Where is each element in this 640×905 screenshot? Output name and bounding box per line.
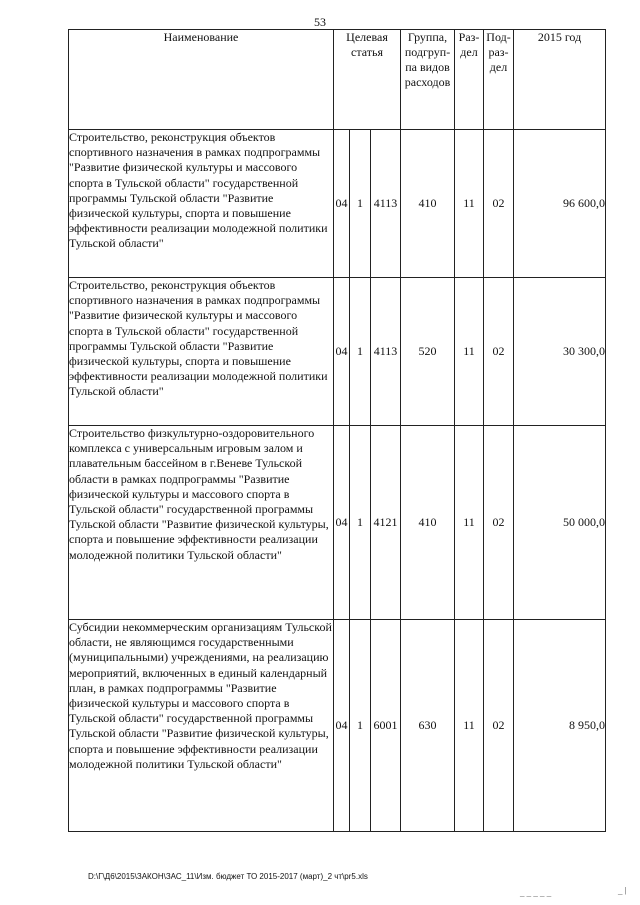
scan-mark: _ | [618, 886, 627, 895]
target-code-direction-cell: 4121 [371, 426, 401, 620]
subsection-cell: 02 [484, 620, 514, 832]
table-row [69, 278, 606, 426]
row-name-cell: Строительство, реконструкция объектов спортивного назначения в рамках подпрограммы "Развитие физической культуры и массового спорта в Тульской области" государственной программы Тульской области "Развитие физической культуры, спорта и повышение эффективности реализации молодежной политики Тульской области" [69, 278, 334, 426]
header-year-2015: 2015 год [514, 30, 606, 130]
target-code-subprogram-cell: 1 [350, 426, 371, 620]
row-name-cell: Субсидии некоммерческим организациям Тульской области, не являющимся государственными (муниципальными) учреждениями, на реализацию мероприятий, включенных в единый календарный план, в рамках подпрограммы "Развитие физической культуры и массового спорта в Тульской области" государственной программы Тульской области "Развитие физической культуры, спорта и повышение эффективности реализации молодежной политики Тульской области" [69, 620, 334, 832]
amount-cell: 50 000,0 [514, 426, 606, 620]
target-code-subprogram-cell: 1 [350, 130, 371, 278]
target-code-direction-cell: 4113 [371, 278, 401, 426]
section-cell: 11 [455, 278, 484, 426]
target-code-subprogram-cell: 1 [350, 620, 371, 832]
table-row [69, 426, 606, 620]
target-code-program-cell: 04 [334, 278, 350, 426]
amount-cell: 96 600,0 [514, 130, 606, 278]
target-code-program-cell: 04 [334, 426, 350, 620]
target-code-program-cell: 04 [334, 130, 350, 278]
expense-group-cell: 410 [401, 426, 455, 620]
amount-cell: 8 950,0 [514, 620, 606, 832]
section-cell: 11 [455, 130, 484, 278]
page-number: 53 [314, 15, 326, 29]
header-section: Раз-дел [455, 30, 484, 130]
header-expense-group: Группа, подгруп-па видов расходов [401, 30, 455, 130]
expense-group-cell: 410 [401, 130, 455, 278]
row-name-cell: Строительство, реконструкция объектов спортивного назначения в рамках подпрограммы "Развитие физической культуры и массового спорта в Тульской области" государственной программы Тульской области "Развитие физической культуры, спорта и повышение эффективности реализации молодежной политики Тульской области" [69, 130, 334, 278]
section-cell: 11 [455, 620, 484, 832]
section-cell: 11 [455, 426, 484, 620]
expense-group-cell: 520 [401, 278, 455, 426]
subsection-cell: 02 [484, 130, 514, 278]
scan-mark: _ _ _ _ _ [520, 888, 552, 897]
target-code-subprogram-cell: 1 [350, 278, 371, 426]
table-row [69, 620, 606, 832]
footer-file-path: D:\Г\Д6\2015\ЗАКОН\ЗАС_11\Изм. бюджет ТО 2015-2017 (март)_2 чт\pr5.xls [88, 872, 368, 881]
target-code-direction-cell: 6001 [371, 620, 401, 832]
table-header-row [69, 30, 606, 130]
amount-cell: 30 300,0 [514, 278, 606, 426]
header-subsection: Под-раз-дел [484, 30, 514, 130]
header-target-article: Целевая статья [334, 30, 401, 130]
subsection-cell: 02 [484, 426, 514, 620]
subsection-cell: 02 [484, 278, 514, 426]
expense-group-cell: 630 [401, 620, 455, 832]
header-name: Наименование [69, 30, 334, 130]
target-code-direction-cell: 4113 [371, 130, 401, 278]
target-code-program-cell: 04 [334, 620, 350, 832]
table-row [69, 130, 606, 278]
budget-table [68, 29, 606, 832]
row-name-cell: Строительство физкультурно-оздоровительного комплекса с универсальным игровым залом и плавательным бассейном в г.Веневе Тульской области в рамках подпрограммы "Развитие физической культуры и массового спорта в Тульской области" государственной программы Тульской области "Развитие физической культуры, спорта и повышение эффективности реализации молодежной политики Тульской области" [69, 426, 334, 620]
